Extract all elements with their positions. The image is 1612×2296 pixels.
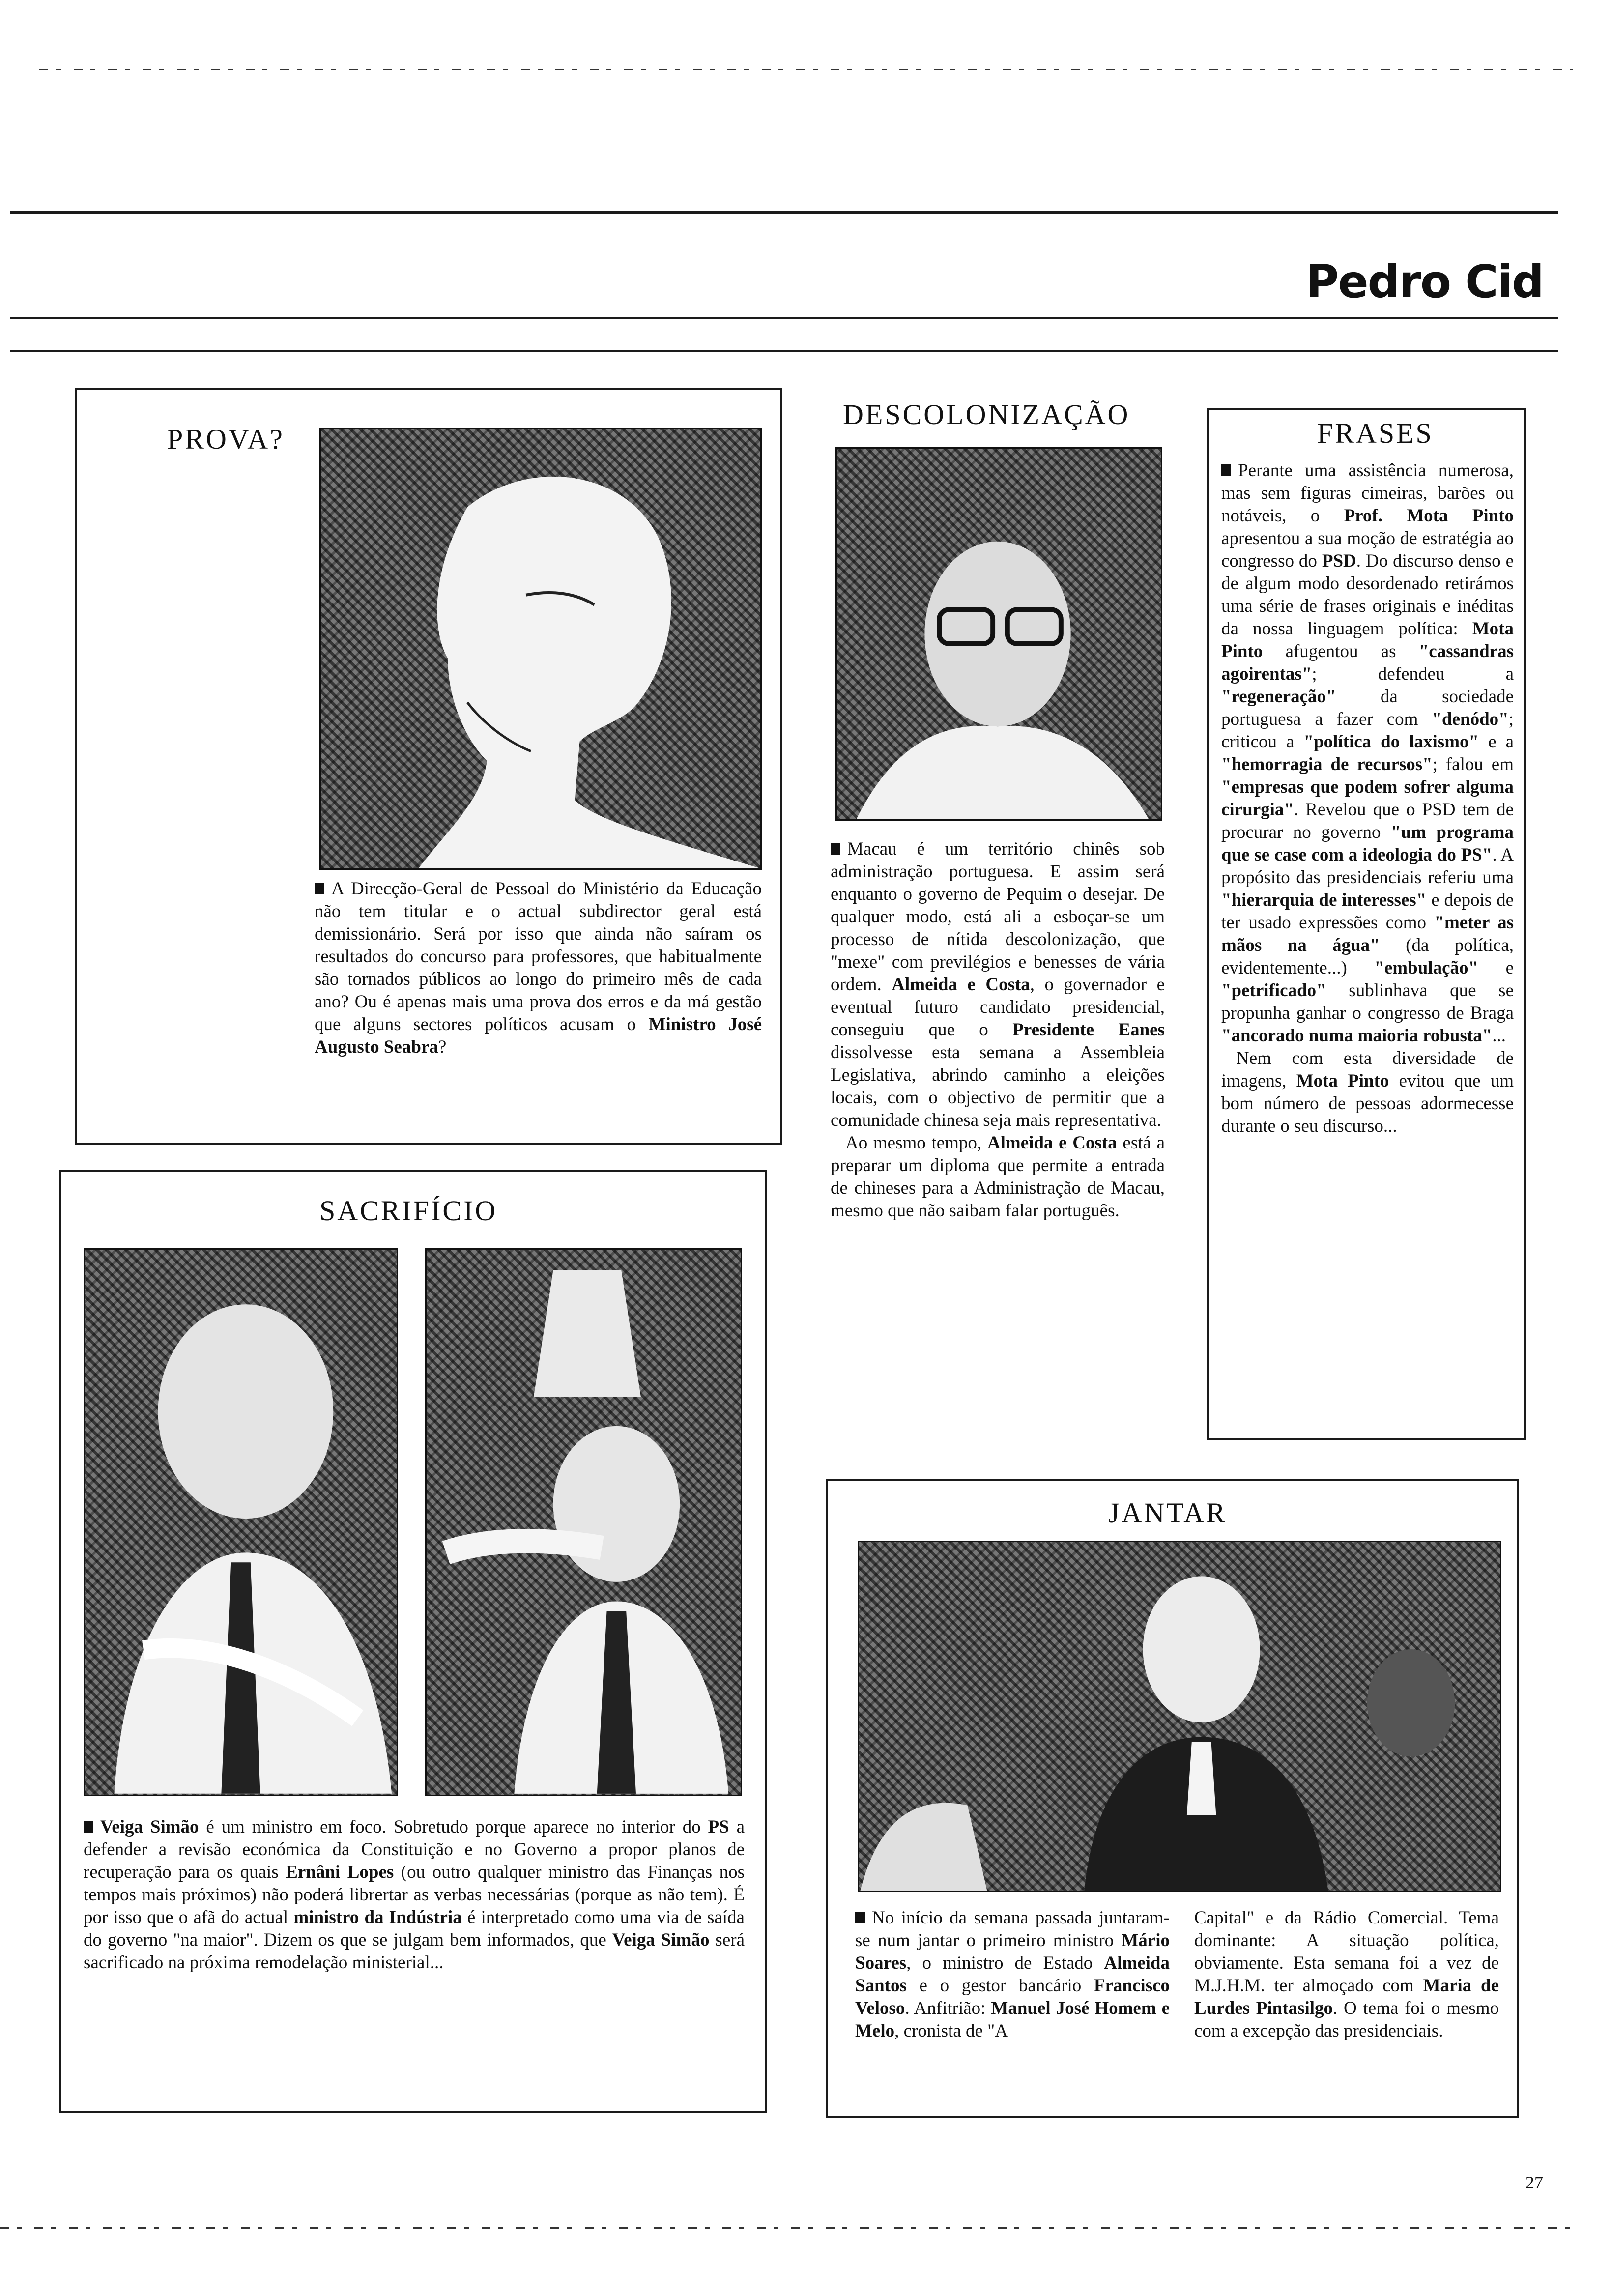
portrait-photo-icon [837, 449, 1161, 819]
descolonizacao-paragraph-1: Macau é um território chinês sob administração portuguesa. E assim será enquanto o governo de Pequim o desejar. De qualquer modo, está ali a esboçar-se um processo de nítida descolonização, que "mexe" com previlégios e benesses de vária ordem. Almeida e Costa, o governador e eventual futuro candidato presidencial, conseguiu que o Presidente Eanes dissolvesse esta semana a Assembleia Legislativa, abrindo caminho a eleições locais, com o objectivo de permitir que a comunidade chinesa seja mais representativa. [831, 839, 1165, 1130]
portrait-photo-icon [427, 1250, 741, 1795]
bullet-icon [831, 843, 840, 855]
masthead-author: Pedro Cid [1305, 256, 1543, 308]
descolonizacao-paragraph-2: Ao mesmo tempo, Almeida e Costa está a preparar um diploma que permite a entrada de chineses para a Administração de Macau, mesmo que não saibam falar português. [831, 1133, 1165, 1221]
jantar-text-col2: Capital" e da Rádio Comercial. Tema dominante: A situação política, obviamente. Esta semana foi a vez de M.J.H.M. ter almoçado com Maria de Lurdes Pintasilgo. O tema foi o mesmo com a excepção das presidenciais. [1194, 1908, 1499, 2041]
header-rule-1 [10, 211, 1558, 214]
page-number: 27 [1526, 2173, 1543, 2192]
descolonizacao-photo [835, 447, 1162, 821]
prova-title: PROVA? [167, 423, 285, 455]
scan-artifact-top [39, 69, 1573, 70]
prova-photo [319, 428, 762, 870]
header-rule-3 [10, 350, 1558, 352]
descolonizacao-text [831, 838, 1165, 1222]
bullet-icon [1221, 464, 1231, 476]
jantar-photo [858, 1541, 1501, 1892]
frases-title: FRASES [1317, 417, 1434, 449]
frases-text [1221, 459, 1514, 1138]
bullet-icon [84, 1821, 93, 1833]
prova-text: A Direcção-Geral de Pessoal do Ministério da Educação não tem titular e o actual subdirector geral está demissionário. Será por isso que ainda não saíram os resultados do concurso para professores, que habitualmente são tornados públicos ao longo do primeiro mês de cada ano? Ou é apenas mais uma prova dos erros e da má gestão que alguns sectores políticos acusam o Ministro José Augusto Seabra? [315, 879, 762, 1057]
portrait-photo-icon [85, 1250, 397, 1795]
header-rule-2 [10, 317, 1558, 319]
frases-paragraph-2: Nem com esta diversidade de imagens, Mota Pinto evitou que um bom número de pessoas adormecesse durante o seu discurso... [1221, 1048, 1514, 1136]
dinner-photo-icon [859, 1542, 1500, 1891]
bullet-icon [315, 883, 324, 894]
sacrificio-photo-right [425, 1248, 742, 1796]
descolonizacao-title: DESCOLONIZAÇÃO [843, 399, 1130, 430]
jantar-text-col1: No início da semana passada juntaram-se num jantar o primeiro ministro Mário Soares, o ministro de Estado Almeida Santos e o gestor bancário Francisco Veloso. Anfitrião: Manuel José Homem e Melo, cronista de "A [855, 1908, 1170, 2041]
frases-paragraph-1: Perante uma assistência numerosa, mas sem figuras cimeiras, barões ou notáveis, o Prof. Mota Pinto apresentou a sua moção de estratégia ao congresso do PSD. Do discurso denso e de algum modo desordenado retirámos uma série de frases originais e inéditas da nossa linguagem política: Mota Pinto afugentou as "cassandras agoirentas"; defendeu a "regeneração" da sociedade portuguesa a fazer com "denódo"; criticou a "política do laxismo" e a "hemorragia de recursos"; falou em "empresas que podem sofrer alguma cirurgia". Revelou que o PSD tem de procurar no governo "um programa que se case com a ideologia do PS". A propósito das presidenciais referiu uma "hierarquia de interesses" e depois de ter usado expressões como "meter as mãos na água" (da política, evidentemente...) "embulação" e "petrificado" sublinhava que se propunha ganhar o congresso de Braga "ancorado numa maioria robusta"... [1221, 460, 1514, 1046]
sacrificio-text: Veiga Simão é um ministro em foco. Sobretudo porque aparece no interior do PS a defender a revisão económica da Constituição e no Governo a propor planos de recuperação para os quais Ernâni Lopes (ou outro qualquer ministro das Finanças nos tempos mais próximos) não poderá librertar as verbas necessárias (porque as não tem). É por isso que o afã do actual ministro da Indústria é interpretado como uma via de saída do governo "na maior". Dizem os que se julgam bem informados, que Veiga Simão será sacrificado na próxima remodelação ministerial... [84, 1817, 745, 1973]
portrait-photo-icon [321, 429, 760, 868]
jantar-title: JANTAR [1108, 1497, 1227, 1529]
sacrificio-photo-left [84, 1248, 398, 1796]
bullet-icon [855, 1912, 865, 1923]
sacrificio-title: SACRIFÍCIO [319, 1195, 498, 1227]
scan-artifact-bottom [0, 2227, 1573, 2229]
prova-name: Ministro José Augusto Seabra [315, 1014, 762, 1057]
